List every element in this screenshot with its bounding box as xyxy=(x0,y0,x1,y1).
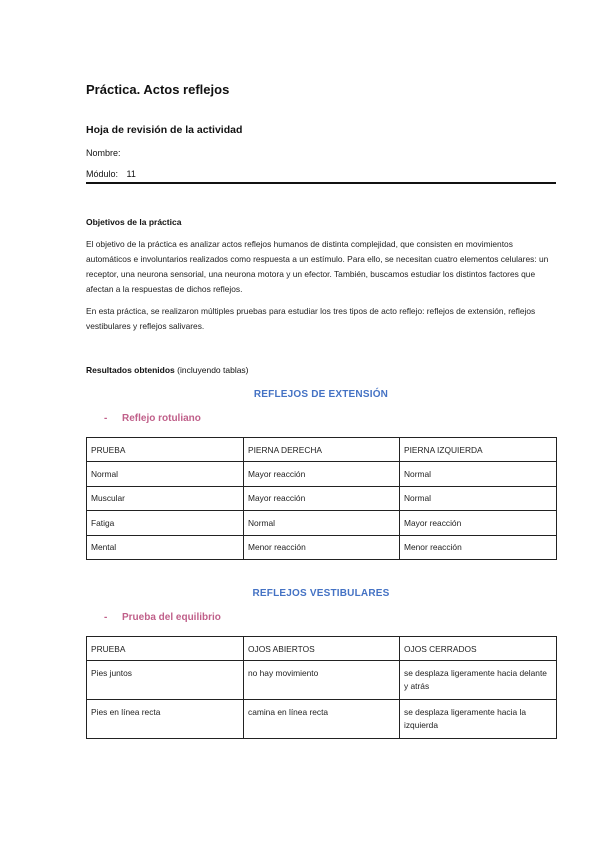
results-heading-text: Resultados obtenidos xyxy=(86,365,175,375)
header-divider xyxy=(86,182,556,184)
table-cell: Mayor reacción xyxy=(244,486,400,510)
bullet-text: Reflejo rotuliano xyxy=(122,413,201,424)
results-heading xyxy=(86,365,249,375)
document-subtitle: Hoja de revisión de la actividad xyxy=(86,124,243,136)
results-heading-note: (incluyendo tablas) xyxy=(177,365,249,375)
name-label: Nombre: xyxy=(86,148,121,158)
table-row xyxy=(87,661,557,700)
header-cell: OJOS CERRADOS xyxy=(400,637,557,661)
table-cell: Menor reacción xyxy=(400,535,557,559)
header-cell: PRUEBA xyxy=(87,438,244,462)
table-cell: Menor reacción xyxy=(244,535,400,559)
table-row xyxy=(87,700,557,739)
module-label: Módulo: xyxy=(86,169,119,179)
table-cell: Normal xyxy=(87,462,244,486)
table-cell: Fatiga xyxy=(87,511,244,535)
header-cell: OJOS ABIERTOS xyxy=(244,637,400,661)
table-cell: Pies en línea recta xyxy=(87,700,244,739)
table-cell: Normal xyxy=(244,511,400,535)
name-field xyxy=(86,148,121,158)
table-header-row xyxy=(87,438,557,462)
document-title: Práctica. Actos reflejos xyxy=(86,82,230,97)
table-cell: Mayor reacción xyxy=(400,511,557,535)
table-row xyxy=(87,486,557,510)
objectives-heading: Objetivos de la práctica xyxy=(86,217,182,227)
extension-reflexes-heading: REFLEJOS DE EXTENSIÓN xyxy=(253,389,389,400)
table-cell: Mayor reacción xyxy=(244,462,400,486)
bullet-dash: - xyxy=(104,413,108,424)
module-field xyxy=(86,169,136,179)
vestibular-table xyxy=(86,636,557,739)
bullet-text: Prueba del equilibrio xyxy=(122,612,221,623)
extension-table xyxy=(86,437,557,560)
module-value: 11 xyxy=(126,169,136,179)
table-cell: se desplaza ligeramente hacia delante y atrás xyxy=(400,661,557,700)
table-row xyxy=(87,462,557,486)
objectives-paragraph-1: El objetivo de la práctica es analizar actos reflejos humanos de distinta complejidad, que consisten en movimientos automáticos e involuntarios realizados como respuesta a un estímulo. Para ello, se necesitan cuatro elementos celulares: un receptor, una neurona sensorial, una neurona motora y un efector. También, buscamos estudiar los distintos factores que afectan a la respuestas de dichos reflejos. xyxy=(86,239,549,294)
table-cell: Normal xyxy=(400,486,557,510)
table-cell: Pies juntos xyxy=(87,661,244,700)
objectives-paragraph-2: En esta práctica, se realizaron múltiples pruebas para estudiar los tres tipos de acto reflejo: reflejos de extensión, reflejos vestibulares y reflejos salivares. xyxy=(86,306,536,331)
header-cell: PIERNA IZQUIERDA xyxy=(400,438,557,462)
table-cell: no hay movimiento xyxy=(244,661,400,700)
table-header-row xyxy=(87,637,557,661)
header-cell: PIERNA DERECHA xyxy=(244,438,400,462)
table-row xyxy=(87,535,557,559)
patellar-reflex-bullet xyxy=(104,413,201,424)
table-cell: Normal xyxy=(400,462,557,486)
table-cell: Muscular xyxy=(87,486,244,510)
header-cell: PRUEBA xyxy=(87,637,244,661)
table-cell: camina en línea recta xyxy=(244,700,400,739)
table-cell: se desplaza ligeramente hacia la izquierda xyxy=(400,700,557,739)
balance-test-bullet xyxy=(104,612,221,623)
bullet-dash: - xyxy=(104,612,108,623)
table-cell: Mental xyxy=(87,535,244,559)
table-row xyxy=(87,511,557,535)
vestibular-reflexes-heading: REFLEJOS VESTIBULARES xyxy=(252,588,390,599)
